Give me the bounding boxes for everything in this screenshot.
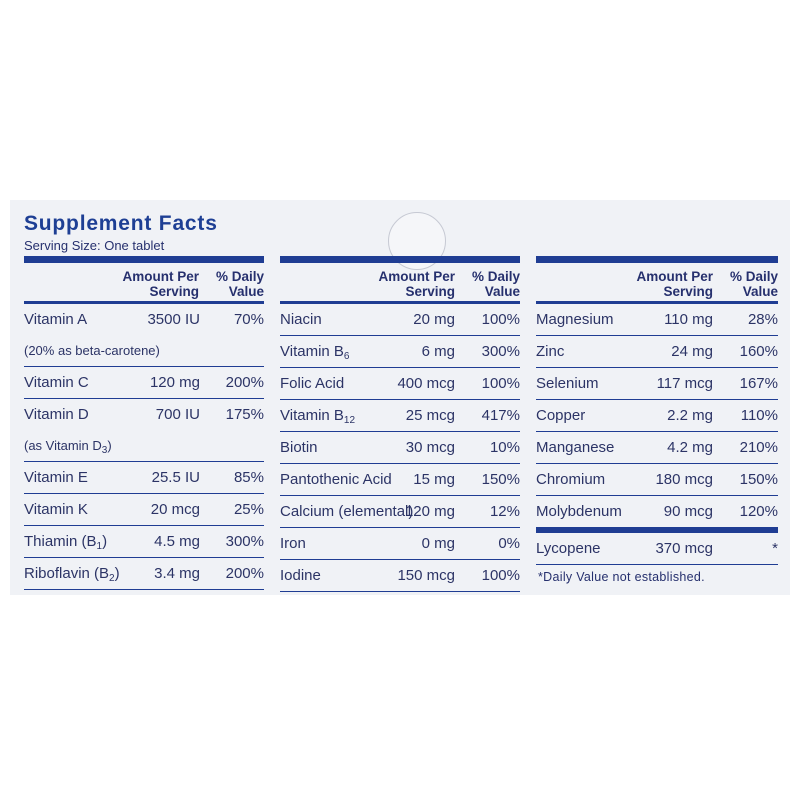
nutrient-amount: 700 IU: [155, 406, 200, 423]
nutrient-amount: 4.5 mg: [154, 533, 200, 550]
nutrient-name: Calcium (elemental): [280, 503, 414, 520]
nutrient-daily-value: 160%: [739, 343, 778, 360]
nutrient-amount: 90 mcg: [663, 503, 713, 520]
nutrient-row: [536, 368, 778, 400]
amount-per-serving-header: Amount Per Serving: [636, 269, 713, 299]
nutrient-row: [24, 335, 264, 367]
nutrient-row: [280, 432, 520, 464]
nutrient-daily-value: 28%: [747, 311, 778, 328]
daily-value-header: % Daily Value: [729, 269, 778, 299]
nutrient-daily-value: 110%: [740, 407, 778, 424]
nutrient-row: [280, 464, 520, 496]
nutrient-daily-value: 175%: [225, 406, 264, 423]
nutrient-row: [24, 558, 264, 590]
nutrient-name: Zinc: [536, 343, 565, 360]
nutrient-row: [280, 304, 520, 336]
nutrient-name: Copper: [536, 407, 586, 424]
nutrient-row: [536, 400, 778, 432]
nutrient-amount: 4.2 mg: [667, 439, 713, 456]
nutrient-amount: 120 mg: [149, 374, 200, 391]
nutrient-row: [280, 368, 520, 400]
serving-size: Serving Size: One tablet: [24, 238, 165, 253]
daily-value-header: % Daily Value: [471, 269, 520, 299]
nutrient-amount: 400 mcg: [397, 375, 455, 392]
nutrient-row: [536, 533, 778, 565]
nutrient-amount: 2.2 mg: [667, 407, 713, 424]
nutrient-column-3: [536, 256, 778, 565]
nutrient-row: [536, 336, 778, 368]
nutrient-daily-value: 100%: [481, 567, 520, 584]
nutrient-name: Selenium: [536, 375, 599, 392]
nutrient-amount: 117 mcg: [656, 375, 713, 392]
nutrient-name: Chromium: [536, 471, 606, 488]
nutrient-row: [280, 336, 520, 368]
nutrient-rows: [536, 304, 778, 565]
nutrient-name: Riboflavin $(B_2)$: [24, 565, 120, 584]
nutrient-amount: 30 mcg: [405, 439, 455, 456]
nutrient-amount: 25.5 IU: [151, 469, 200, 486]
nutrient-name: Manganese: [536, 439, 615, 456]
nutrient-name: Iron: [280, 535, 306, 552]
nutrient-name: (as Vitamin $D_3$): [24, 438, 112, 456]
nutrient-name: Biotin: [280, 439, 318, 456]
nutrient-amount: 370 mcg: [655, 540, 713, 557]
nutrient-column-2: [280, 256, 520, 592]
nutrient-row: [280, 560, 520, 592]
nutrient-amount: 15 mg: [413, 471, 455, 488]
column-top-bar: [280, 256, 520, 263]
nutrient-amount: 0 mg: [421, 535, 455, 552]
nutrient-name: Molybdenum: [536, 503, 622, 520]
nutrient-daily-value: 70%: [233, 311, 264, 328]
nutrient-name: Thiamin $(B_1)$: [24, 533, 108, 552]
nutrient-daily-value: 150%: [481, 471, 520, 488]
nutrient-row: [536, 464, 778, 496]
nutrient-row: [280, 528, 520, 560]
nutrient-row: [24, 462, 264, 494]
nutrient-column-1: [24, 256, 264, 590]
column-header: [536, 263, 778, 304]
nutrient-amount: 3.4 mg: [154, 565, 200, 582]
nutrient-amount: 150 mcg: [397, 567, 455, 584]
column-header: [280, 263, 520, 304]
nutrient-rows: [280, 304, 520, 592]
nutrient-name: Vitamin C: [24, 374, 89, 391]
column-header: [24, 263, 264, 304]
nutrient-daily-value: 0%: [498, 535, 520, 552]
nutrient-name: Vitamin K: [24, 501, 88, 518]
nutrient-daily-value: 300%: [481, 343, 520, 360]
nutrient-name: Vitamin D: [24, 406, 89, 423]
nutrient-row: [536, 496, 778, 533]
nutrient-daily-value: 210%: [739, 439, 778, 456]
nutrient-daily-value: 25%: [233, 501, 264, 518]
nutrient-daily-value: 100%: [481, 375, 520, 392]
nutrient-amount: 3500 IU: [147, 311, 200, 328]
nutrient-amount: 20 mcg: [150, 501, 200, 518]
nutrient-daily-value: 10%: [489, 439, 520, 456]
nutrient-daily-value: *: [772, 540, 778, 557]
nutrient-daily-value: 12%: [489, 503, 520, 520]
nutrient-row: [536, 432, 778, 464]
nutrient-row: [24, 304, 264, 335]
nutrient-name: Iodine: [280, 567, 321, 584]
nutrient-amount: 6 mg: [421, 343, 455, 360]
nutrient-row: [536, 304, 778, 336]
nutrient-name: Vitamin $B_6$: [280, 343, 350, 362]
nutrient-daily-value: 100%: [481, 311, 520, 328]
nutrient-daily-value: 167%: [739, 375, 778, 392]
column-top-bar: [24, 256, 264, 263]
nutrient-daily-value: 300%: [225, 533, 264, 550]
nutrient-name: Folic Acid: [280, 375, 345, 392]
nutrient-amount: 110 mg: [664, 311, 713, 328]
nutrient-row: [280, 400, 520, 432]
nutrient-rows: [24, 304, 264, 590]
nutrient-name: Lycopene: [536, 540, 601, 557]
nutrient-amount: 25 mcg: [405, 407, 455, 424]
nutrient-row: [24, 430, 264, 462]
panel-title: Supplement Facts: [24, 212, 218, 235]
nutrient-name: Vitamin A: [24, 311, 88, 328]
nutrient-row: [24, 399, 264, 430]
nutrient-row: [24, 367, 264, 399]
nutrient-name: Vitamin $B_{12}$: [280, 407, 356, 426]
nutrient-amount: 24 mg: [671, 343, 713, 360]
column-top-bar: [536, 256, 778, 263]
nutrient-name: Niacin: [280, 311, 322, 328]
nutrient-row: [280, 496, 520, 528]
amount-per-serving-header: Amount Per Serving: [122, 269, 199, 299]
nutrient-name: Magnesium: [536, 311, 614, 328]
nutrient-amount: 180 mcg: [655, 471, 713, 488]
nutrient-daily-value: 200%: [225, 565, 264, 582]
nutrient-amount: 120 mg: [404, 503, 455, 520]
nutrient-daily-value: 85%: [233, 469, 264, 486]
footnote: *Daily Value not established.: [538, 570, 705, 584]
nutrient-amount: 20 mg: [413, 311, 455, 328]
nutrient-daily-value: 417%: [481, 407, 520, 424]
nutrient-name: Pantothenic Acid: [280, 471, 392, 488]
nutrient-daily-value: 200%: [225, 374, 264, 391]
nutrient-name: Vitamin E: [24, 469, 88, 486]
nutrient-daily-value: 150%: [739, 471, 778, 488]
amount-per-serving-header: Amount Per Serving: [378, 269, 455, 299]
nutrient-daily-value: 120%: [739, 503, 778, 520]
nutrient-name: (20% as beta-carotene): [24, 343, 160, 358]
daily-value-header: % Daily Value: [215, 269, 264, 299]
nutrient-row: [24, 494, 264, 526]
nutrient-row: [24, 526, 264, 558]
